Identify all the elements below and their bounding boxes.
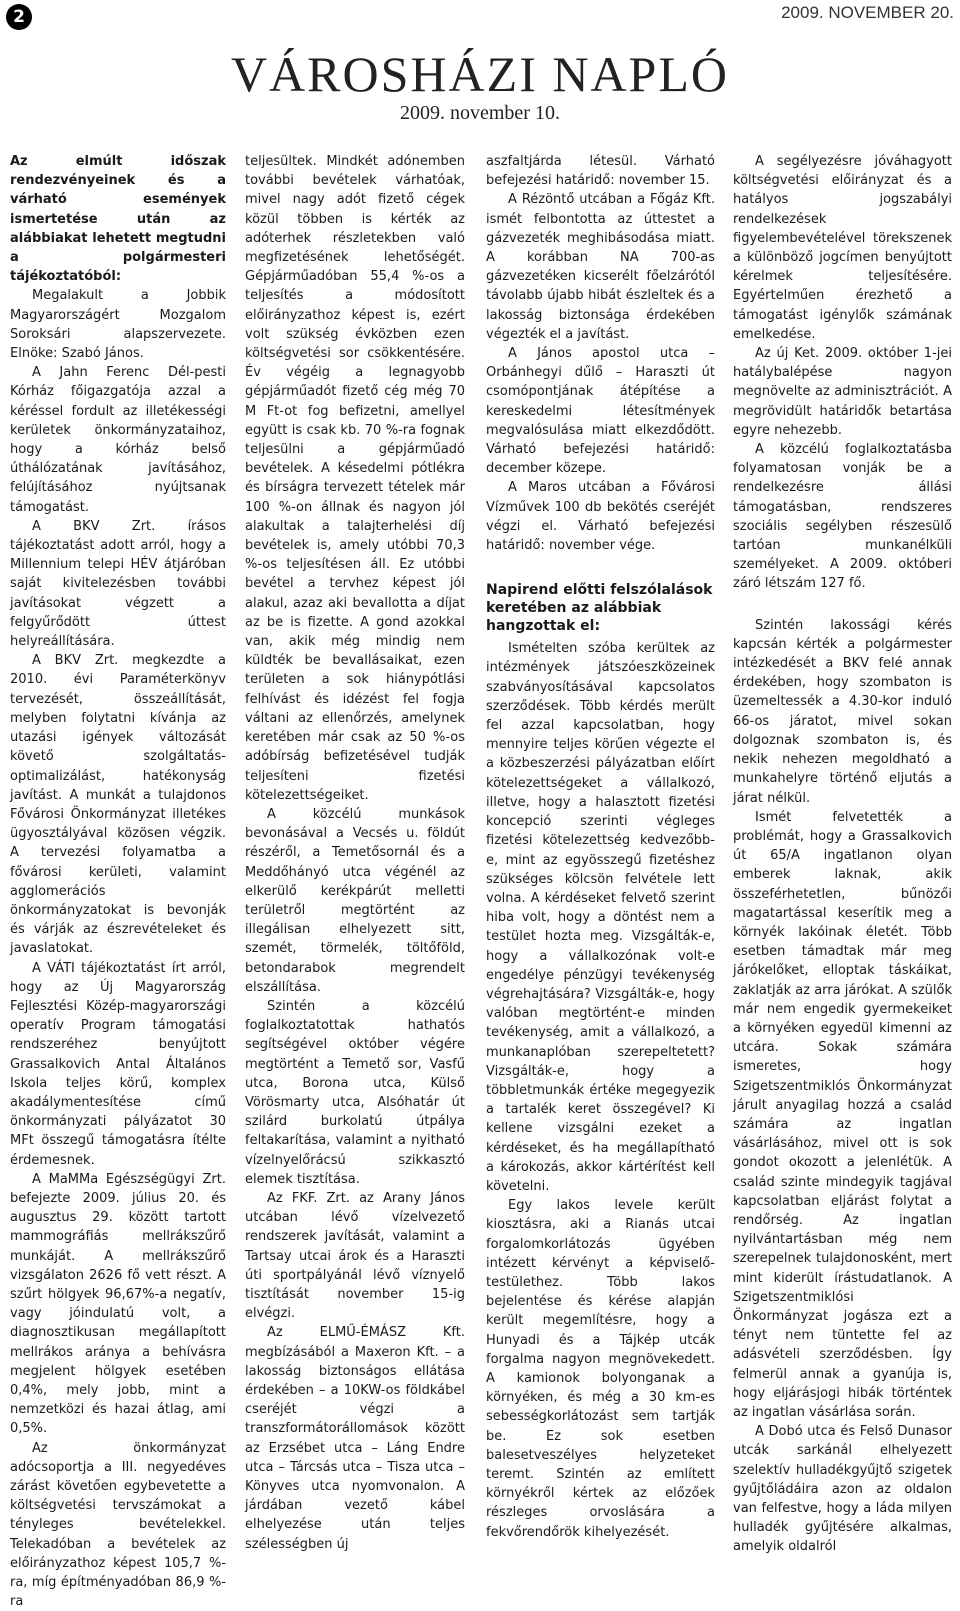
paragraph: A Dobó utca és Felső Dunasor utcák sarkánál elhelyezett szelektív hulladékgyűjtő szigetek gyűjtőládáira azon az oldalon van felfestve, hogy a láda milyen hulladék gyűjtésére alkalmas, amelyik oldalról xyxy=(733,1424,952,1555)
paragraph: A VÁTI tájékoztatást írt arról, hogy az Új Magyarország Fejlesztési Közép-magyarországi operatív Program támogatási rendszeréhez benyújtott Grassalkovich Antal Általános Iskola teljes körű, komplex akadálymentesítése című önkormányzati pályázatot 30 MFt összegű támogatásra ítélte érdemesnek. xyxy=(10,960,226,1168)
paragraph: Az új Ket. 2009. október 1-jei hatálybalépése nagyon megnövelte az adminisztrációt. A megrövidült határidők betartása egyre nehezebb. xyxy=(733,346,952,438)
paragraph: A Rézöntő utcában a Főgáz Kft. ismét felbontotta az úttestet a gázvezeték meghibásodása miatt. A korábban NA 700-as gázvezetéken kicserélt főelzárótól távolabb újabb hibát észleltek és a lakosság biztonsága érdekében végezték el a javítást. xyxy=(486,192,715,342)
paragraph: A János apostol utca – Orbánhegyi dűlő – Haraszti út csomópontjának átépítése a kereskedelmi létesítmények megvalósulása miatt elkezdődött. Várható befejezési határidő: december közepe. xyxy=(486,346,715,477)
paragraph: Ismét felvetették a problémát, hogy a Grassalkovich út 65/A ingatlanon olyan emberek laknak, akik összeférhetetlen, bűnözői magatartással keserítik meg a környék lakóinak életét. Több esetben támadtak már meg járókelőket, elloptak táskáikat, zaklatják az arra járókat. A szülők már nem engedik gyermekeiket a környéken egyedül kimenni az utcára. Sokak számára ismeretes, hogy Szigetszentmiklós Önkormányzat járult anyagilag hozzá a család számára az ingatlan vásárlásához, mivel ott is sok gondot okozott a jelenlétük. A család szinte mindegyik tagjával kapcsolatban eljárást folytat a rendőrség. Az ingatlan nyilvántartásban még nem szerepelnek tulajdonosként, mert mint kiderült írástudatlanok. A Szigetszentmiklósi Önkormányzat jogásza ezt a tényt nem tüntette fel az adásvételi szerződésben. Így felmerül annak a gyanúja is, hogy eljárásjogi hibák történtek az ingatlan vásárlása során. xyxy=(733,809,952,1420)
paragraph: A MaMMa Egészségügyi Zrt. befejezte 2009. július 20. és augusztus 29. között tartott mammográfiás mellrákszűrő munkáját. A mellrákszűrő vizsgálaton 2626 fő vett részt. A szűrt hölgyek 96,67%-a negatív, vagy jóindulatú volt, a diagnosztikusan megállapított mellrákos aránya a behívásra megjelent hölgyek esetében 0,4%, mely jobb, mint a nemzetközi és hazai átlag, ami 0,5%. xyxy=(10,1171,226,1437)
paragraph: Egy lakos levele került kiosztásra, aki a Rianás utcai forgalomkorlátozás ügyében intézett kérvényt a képviselő-testülethez. Több lakos bejelentése és kérése alapján került megemlítésre, hogy a Hunyadi és a Tájkép utcák forgalma nagyon megnövekedett. A kamionok bolyonganak a környéken, és még a 30 km-es sebességkorlátozást sem tartják be. Ez sok esetben balesetveszélyes helyzeteket teremt. Szintén az említett környékről kértek az előzőek részleges orvoslására a fekvőrendőrök kihelyezését. xyxy=(486,1198,715,1540)
page-number-badge: 2 xyxy=(6,4,32,30)
paragraph: Az FKF. Zrt. az Arany János utcában lévő vízelvezető rendszerek javítását, valamint a Tartsay utcai árok és a Haraszti úti sportpályánál lévő víznyelő tisztítását november 15-ig elvégzi. xyxy=(245,1190,465,1322)
issue-date: 2009. NOVEMBER 20. xyxy=(781,3,954,22)
article-column-2 xyxy=(245,152,465,1552)
section-heading: Napirend előtti felszólalások keretében az alábbiak hangzottak el: xyxy=(486,582,713,635)
paragraph: A Jahn Ferenc Dél-pesti Kórház főigazgatója azzal a kéréssel fordult az illetékességi kerületek önkormányzataihoz, hogy a kórház belső úthálózatának javításához, felújításához nyújtsanak támogatást. xyxy=(10,365,226,515)
masthead xyxy=(0,48,960,124)
paragraph: Ismételten szóba kerültek az intézmények játszóeszközeinek szabványosításával kapcsolatos szerződések. Több kérdés merült fel azzal kapcsolatban, hogy mennyire teljes körűen végezte el a közbeszerzési pályázatban előírt kötelezettségeket a vállalkozó, illetve, hogy a halasztott fizetési koncepció szerinti végleges fizetési kötelezettség kedvezőbb-e, mint az egyösszegű fizetéshez szükséges kölcsön felvétele lett volna. A kérdéseket felvető szerint hiba volt, hogy a döntést nem a testület hozta meg. Vizsgálták-e, hogy a vállalkozónak volt-e engedélye pénzügyi tevékenység végrehajtására? Vizsgálták-e, hogy valóban megtörtént-e minden tevékenység, amit a vállalkozó, a munkanaplóban szerepeltetett? Vizsgálták-e, hogy a többletmunkák értéke megegyezik a tartalék keret összegével? Ki kellene vizsgálni ezeket a kérdéseket, és ha megállapítható a károkozás, akkor kártérítést kell követelni. xyxy=(486,641,715,1194)
article-column-1 xyxy=(10,152,226,1610)
paragraph: teljesültek. Mindkét adónemben további bevételek várhatóak, mivel nagy adót fizető cégek közül többen is kérték az adóterhek részletekben való megfizetésének lehetőségét. Gépjárműadóban 55,4 %-os a teljesítés a módosított előirányzathoz képest is, ezért volt szükség évközben ezen költségvetési sor csökkentésére. Év végéig a legnagyobb gépjárműadót fizető cég még 70 M Ft-ot fog befizetni, amellyel együtt is csak kb. 70 %-ra fognak teljesülni a gépjárműadó bevételek. A késedelmi pótlékra és bírságra tervezett tételek már 100 %-on állnak és nagyon jól alakultak a talajterhelési díj bevételek is, amely utóbbi 70,3 %-os teljesítésen áll. Ez utóbbi bevétel a tervhez képest jól alakul, azaz aki bevallotta a díjat az be is fizette. A gond azokkal van, akik még mindig nem küldték be bevallásaikat, ezen területen a sok hiánypótlási felhívást és idézést fel fogja váltani az ellenőrzés, amelynek keretében már csak az 50 %-os adóbírság befizetésével tudják teljesíteni fizetési kötelezettségeiket. xyxy=(245,154,465,803)
paragraph: A közcélú foglalkoztatásba folyamatosan vonják be a rendelkezésre állási támogatásban, rendszeres szociális segélyben részesülő tartóan munkanélküli személyeket. A 2009. októberi záró létszám 127 fő. xyxy=(733,442,952,592)
paragraph: Az önkormányzat adócsoportja a III. negyedéves zárást követően egybevetette a költségvetési tervszámokat a tényleges bevételekkel. Telekadóban a bevételek az előirányzathoz képest 105,7 %-ra, míg építményadóban 86,9 %-ra xyxy=(10,1440,226,1610)
paragraph: A BKV Zrt. írásos tájékoztatást adott arról, hogy a Millennium telepi HÉV átjáróban saját kivitelezésben további javításokat végzett a felgyűrődött úttest helyreállítására. xyxy=(10,518,226,650)
paragraph: A Maros utcában a Fővárosi Vízművek 100 db bekötés cseréjét végzi el. Várható befejezési határidő: november vége. xyxy=(486,480,715,554)
paragraph: Szintén a közcélú foglalkoztatottak hathatós segítségével október végére megtörtént a Temető sor, Vasfű utca, Borona utca, Külső Vörösmarty utca, Alsóhatár út szilárd burkolatú útpálya feltakarítása, valamint a nyitható vízelnyelőrácsú szikkasztó elemek tisztítása. xyxy=(245,998,465,1187)
paragraph: A BKV Zrt. megkezdte a 2010. évi Paraméterkönyv tervezését, összeállítását, melyben folytatni kívánja az utazási igények változását követő szolgáltatás-optimalizálást, hatékonyság javítást. A munkát a tulajdonos Fővárosi Önkormányzat illetékes ügyosztályával közösen végzik. A tervezési folyamatba a fővárosi kerületi, valamint agglomerációs önkormányzatokat is bevonják és várják az észrevételeket és javaslatokat. xyxy=(10,653,226,957)
paragraph: Az ELMŰ-ÉMÁSZ Kft. megbízásából a Maxeron Kft. – a lakosság biztonságos ellátása érdekében – a 10KW-os földkábel cseréjét végzi a transzformátorállomások között az Erzsébet utca – Láng Endre utca – Tárcsás utca – Tisza utca – Könyves utca nyomvonalon. A járdában vezető kábel elhelyezése után teljes szélességben új xyxy=(245,1325,465,1552)
page-title: VÁROSHÁZI NAPLÓ xyxy=(230,46,730,102)
paragraph: Megalakult a Jobbik Magyarországért Mozgalom Soroksári alapszervezete. Elnöke: Szabó János. xyxy=(10,288,226,362)
paragraph: Szintén lakossági kérés kapcsán kérték a polgármester intézkedését a BKV felé annak érdekében, hogy szombaton is üzemeltessék a 4.30-kor induló 66-os járatot, mivel sokan dolgoznak szombaton is, és nekik nehezen megoldható a munkahelyre történő eljutás a járat nélkül. xyxy=(733,617,952,806)
paragraph: A segélyezésre jóváhagyott költségvetési előirányzat és a hatályos jogszabályi rendelkezések figyelembevételével törekszenek a különböző jogcímen benyújtott kérelmek teljesítésére. Egyértelműen érezhető a támogatást igénylők számának emelkedése. xyxy=(733,154,952,342)
meeting-date: 2009. november 10. xyxy=(400,102,560,124)
paragraph: A közcélú munkások bevonásával a Vecsés u. földút részéről, a Temetősornál és a Meddőhányó utca végénél az elkerülő kerékpárút melletti területről megtörtént az illegálisan elhelyezett sitt, szemét, törmelék, töltőföld, betondarabok megrendelt elszállítása. xyxy=(245,806,465,995)
article-column-3 xyxy=(486,152,715,1540)
paragraph: aszfaltjárda létesül. Várható befejezési határidő: november 15. xyxy=(486,154,715,189)
article-column-4 xyxy=(733,152,952,1555)
intro-paragraph: Az elmúlt időszak rendezvényeinek és a várható események ismertetése után az alábbiakat lehetett megtudni a polgármesteri tájékoztatóból: xyxy=(10,154,226,285)
